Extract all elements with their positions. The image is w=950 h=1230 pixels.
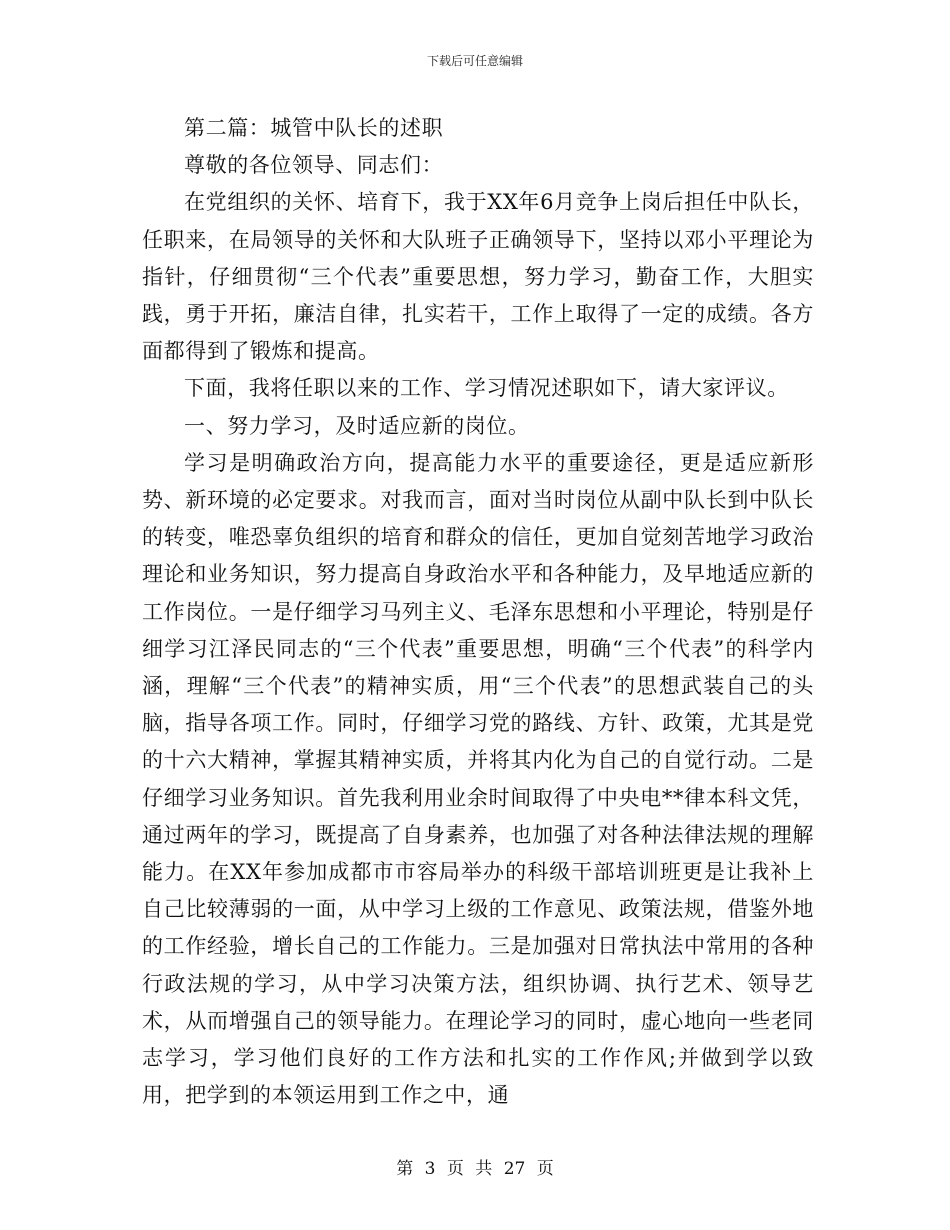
subheading-study: 一、努力学习，及时适应新的岗位。 bbox=[184, 413, 530, 438]
page-number: 第 3 页 共 27 页 bbox=[396, 1159, 554, 1179]
paragraph-study: 学习是明确政治方向，提高能力水平的重要途径，更是适应新形势、新环境的必定要求。对我而言，面对当时岗位从副中队长到中队长的转变，唯恐辜负组织的培育和群众的信任，更加自觉刻苦地学习政治理论和业务知识，努力提高自身政治水平和各种能力，及早地适应新的工作岗位。一是仔细学习马列主义、毛泽东思想和小平理论，特别是仔细学习江泽民同志的“三个代表”重要思想，明确“三个代表”的科学内涵，理解“三个代表”的精神实质，用“三个代表”的思想武装自己的头脑，指导各项工作。同时，仔细学习党的路线、方针、政策，尤其是党的十六大精神，掌握其精神实质，并将其内化为自己的自觉行动。二是仔细学习业务知识。首先我利用业余时间取得了中央电**律本科文凭，通过两年的学习，既提高了自身素养，也加强了对各种法律法规的理解能力。在XX年参加成都市市容局举办的科级干部培训班更是让我补上自己比较薄弱的一面，从中学习上级的工作意见、政策法规，借鉴外地的工作经验，增长自己的工作能力。三是加强对日常执法中常用的各种行政法规的学习，从中学习决策方法，组织协调、执行艺术、领导艺术，从而增强自己的领导能力。在理论学习的同时，虚心地向一些老同志学习，学习他们良好的工作方法和扎实的工作作风;并做到学以致用，把学到的本领运用到工作之中，通 bbox=[142, 450, 814, 1108]
document-body bbox=[142, 110, 814, 1114]
paragraph-intro: 在党组织的关怀、培育下，我于XX年6月竞争上岗后担任中队长，任职来，在局领导的关怀和大队班子正确领导下，坚持以邓小平理论为指针，仔细贯彻“三个代表”重要思想，努力学习，勤奋工作，大胆实践，勇于开拓，廉洁自律，扎实若干，工作上取得了一定的成绩。各方面都得到了锻炼和提高。 bbox=[142, 190, 814, 364]
section-title: 第二篇：城管中队长的述职 bbox=[184, 116, 444, 140]
salutation: 尊敬的各位领导、同志们： bbox=[184, 153, 444, 178]
page-header: 下载后可任意编辑 bbox=[426, 54, 523, 68]
paragraph-transition: 下面，我将任职以来的工作、学习情况述职如下，请大家评议。 bbox=[184, 376, 789, 401]
